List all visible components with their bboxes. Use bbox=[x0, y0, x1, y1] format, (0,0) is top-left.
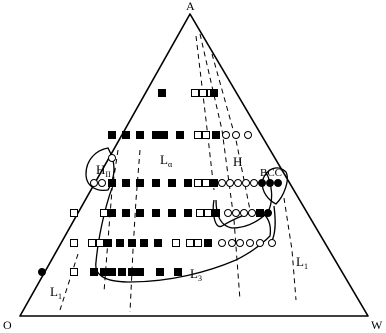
filled-circle-marker bbox=[39, 269, 46, 276]
filled-square-marker bbox=[109, 210, 116, 217]
open-square-marker bbox=[203, 180, 210, 187]
filled-square-marker bbox=[123, 132, 130, 139]
open-circle-marker bbox=[237, 240, 244, 247]
open-circle-marker bbox=[223, 132, 230, 139]
filled-square-marker bbox=[153, 210, 160, 217]
dashed-boundary-3 bbox=[60, 254, 78, 310]
open-circle-marker bbox=[109, 155, 116, 162]
filled-square-marker bbox=[205, 240, 212, 247]
open-circle-marker bbox=[99, 180, 106, 187]
open-square-marker bbox=[195, 132, 202, 139]
filled-square-marker bbox=[169, 180, 176, 187]
filled-square-marker bbox=[211, 90, 218, 97]
filled-square-marker bbox=[137, 180, 144, 187]
vertex-label-a: A bbox=[186, 0, 195, 13]
open-square-marker bbox=[192, 90, 199, 97]
filled-square-marker bbox=[105, 240, 112, 247]
filled-square-marker bbox=[177, 132, 184, 139]
open-square-marker bbox=[71, 269, 78, 276]
region-label-l1-right: $L_1$ bbox=[296, 254, 308, 271]
open-square-marker bbox=[89, 240, 96, 247]
open-square-marker bbox=[203, 132, 210, 139]
filled-square-marker bbox=[213, 132, 220, 139]
filled-square-marker bbox=[257, 210, 264, 217]
open-circle-marker bbox=[235, 180, 242, 187]
dashed-boundary-7 bbox=[284, 198, 296, 300]
filled-square-marker bbox=[141, 240, 148, 247]
filled-square-marker bbox=[153, 180, 160, 187]
open-circle-marker bbox=[219, 240, 226, 247]
vertex-label-w: W bbox=[371, 318, 383, 332]
dashed-boundary-4 bbox=[196, 36, 214, 190]
region-label-bcc: BCC bbox=[260, 167, 283, 179]
vertex-label-o: O bbox=[3, 318, 12, 332]
open-circle-marker bbox=[227, 180, 234, 187]
filled-square-marker bbox=[185, 180, 192, 187]
open-circle-marker bbox=[251, 180, 258, 187]
open-circle-marker bbox=[233, 132, 240, 139]
open-square-marker bbox=[205, 210, 212, 217]
open-circle-marker bbox=[91, 180, 98, 187]
open-square-marker bbox=[71, 240, 78, 247]
filled-square-marker bbox=[109, 180, 116, 187]
filled-square-marker bbox=[109, 132, 116, 139]
region-label-h: H bbox=[233, 154, 243, 169]
open-circle-marker bbox=[249, 210, 256, 217]
filled-square-marker bbox=[101, 269, 108, 276]
filled-square-marker bbox=[153, 132, 160, 139]
filled-square-marker bbox=[213, 210, 220, 217]
filled-square-marker bbox=[119, 269, 126, 276]
open-circle-marker bbox=[219, 180, 226, 187]
filled-square-marker bbox=[137, 132, 144, 139]
filled-square-marker bbox=[157, 269, 164, 276]
open-circle-marker bbox=[269, 240, 276, 247]
filled-square-marker bbox=[129, 240, 136, 247]
filled-square-marker bbox=[161, 132, 168, 139]
filled-square-marker bbox=[91, 269, 98, 276]
open-circle-marker bbox=[245, 132, 252, 139]
filled-square-marker bbox=[117, 240, 124, 247]
filled-square-marker bbox=[159, 90, 166, 97]
filled-square-marker bbox=[155, 240, 162, 247]
filled-circle-marker bbox=[265, 210, 272, 217]
open-circle-marker bbox=[247, 240, 254, 247]
filled-square-marker bbox=[169, 210, 176, 217]
open-circle-marker bbox=[257, 240, 264, 247]
region-label-l-alpha: $L_\alpha$ bbox=[160, 152, 173, 169]
filled-square-marker bbox=[109, 269, 116, 276]
filled-square-marker bbox=[137, 269, 144, 276]
open-square-marker bbox=[195, 240, 202, 247]
open-circle-marker bbox=[225, 210, 232, 217]
open-square-marker bbox=[101, 210, 108, 217]
filled-square-marker bbox=[123, 180, 130, 187]
l3-region-boundary bbox=[96, 188, 271, 282]
filled-square-marker bbox=[123, 210, 130, 217]
filled-square-marker bbox=[211, 180, 218, 187]
region-label-l3: $L_3$ bbox=[190, 266, 202, 283]
filled-circle-marker bbox=[259, 180, 266, 187]
filled-circle-marker bbox=[275, 180, 282, 187]
dashed-boundary-2 bbox=[130, 150, 140, 312]
open-circle-marker bbox=[243, 180, 250, 187]
sample-markers bbox=[39, 90, 282, 276]
region-label-h2: $H_{II}$ bbox=[96, 162, 111, 179]
open-square-marker bbox=[97, 240, 104, 247]
open-circle-marker bbox=[233, 210, 240, 217]
open-square-marker bbox=[195, 180, 202, 187]
filled-square-marker bbox=[129, 269, 136, 276]
open-circle-marker bbox=[241, 210, 248, 217]
open-square-marker bbox=[200, 90, 207, 97]
open-circle-marker bbox=[229, 240, 236, 247]
filled-circle-marker bbox=[267, 180, 274, 187]
filled-square-marker bbox=[185, 210, 192, 217]
open-square-marker bbox=[173, 240, 180, 247]
filled-square-marker bbox=[137, 210, 144, 217]
region-label-l1-left: $L_1$ bbox=[50, 284, 62, 301]
open-square-marker bbox=[197, 210, 204, 217]
open-square-marker bbox=[71, 210, 78, 217]
open-square-marker bbox=[187, 240, 194, 247]
filled-square-marker bbox=[175, 269, 182, 276]
